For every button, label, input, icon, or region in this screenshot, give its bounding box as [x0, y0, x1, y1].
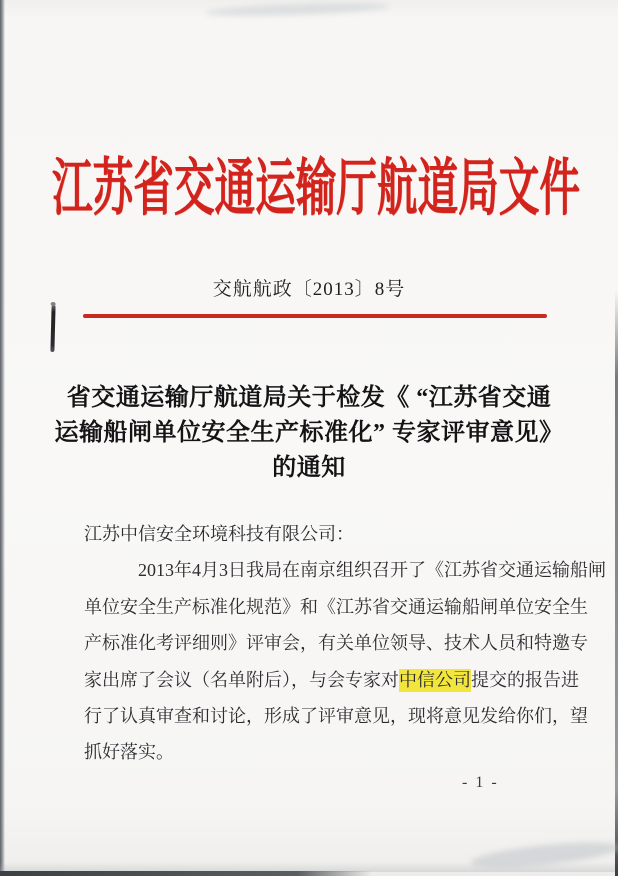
- paragraph-text: 单位安全生产标准化规范》和《江苏省交通运输船闸单位安全生: [84, 596, 588, 617]
- scan-smudge-top: [205, 1, 390, 18]
- page-number: - 1 -: [462, 774, 499, 791]
- notice-title-line: 的通知: [272, 455, 346, 481]
- paragraph-text: 产标准化考评细则》评审会，有关单位领导、技术人员和特邀专: [84, 633, 588, 654]
- paragraph-line: [84, 662, 588, 698]
- paragraph-text: 家出席了会议（名单附后），与会专家对: [84, 669, 399, 690]
- pen-mark-artifact: [50, 305, 55, 352]
- notice-title: [0, 381, 618, 486]
- notice-title-line: 运输船闸单位安全生产标准化” 专家评审意见》: [54, 420, 564, 446]
- paragraph-line: [84, 589, 588, 625]
- scan-edge-left: [0, 0, 5, 876]
- letterhead-title: 江苏省交通运输厅航道局文件: [52, 154, 580, 223]
- paragraph-text: 行了认真审查和讨论，形成了评审意见，现将意见发给你们，望: [84, 706, 588, 727]
- paragraph-text: 提交的报告进: [471, 669, 579, 690]
- letterhead-banner: [0, 134, 618, 230]
- paragraph-line: [84, 734, 588, 770]
- notice-title-line: 省交通运输厅航道局关于检发《 “江苏省交通: [66, 385, 552, 411]
- salutation: 江苏中信安全环境科技有限公司：: [84, 524, 354, 544]
- paragraph-line: [84, 552, 606, 588]
- paragraph-line: [84, 625, 588, 661]
- document-number: 交航航政〔2013〕8号: [212, 279, 406, 300]
- document-body: [84, 516, 606, 771]
- red-divider-line: [83, 314, 547, 318]
- paragraph-text: 2013年4月3日我局在南京组织召开了《江苏省交通运输船闸: [138, 560, 606, 581]
- paragraph-line: [84, 698, 588, 734]
- highlighted-company-name: 中信公司: [399, 669, 471, 690]
- scan-edge-bottom: [0, 871, 372, 876]
- paragraph-text: 抓好落实。: [84, 742, 174, 763]
